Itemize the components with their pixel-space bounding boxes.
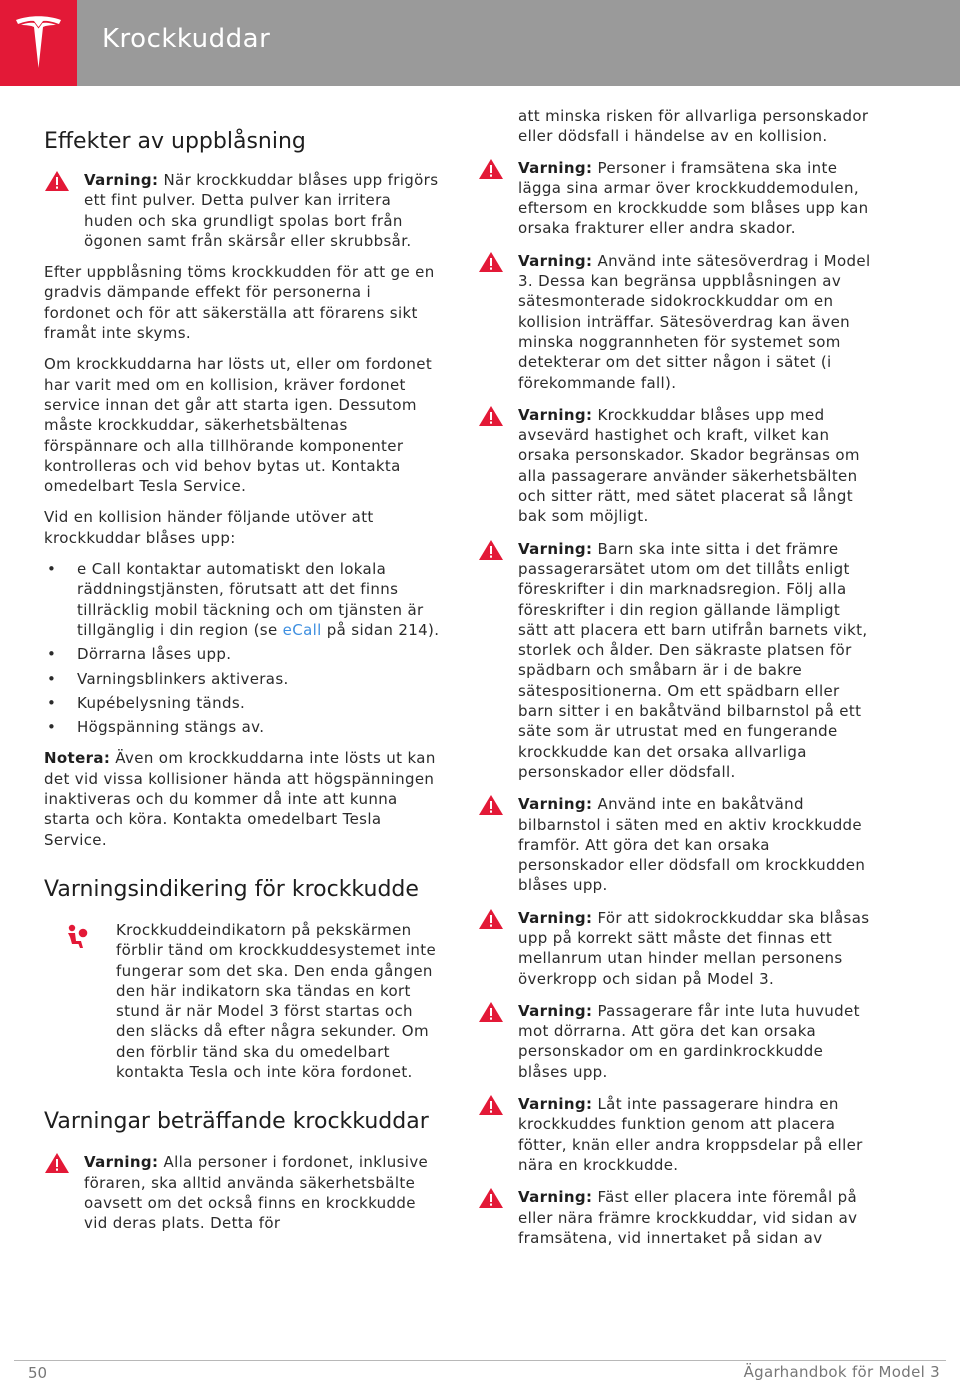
bullet-icon: • xyxy=(47,669,57,688)
left-column xyxy=(44,124,440,1244)
warning-text: Alla personer i fordonet, inklusive föraren, ska alltid använda säkerhetsbälte oavsett om det också finns en krockkudde vid deras plats. Detta för xyxy=(84,1153,429,1233)
heading-warnings: Varningar beträffande krockkuddar xyxy=(44,1109,429,1135)
page-number: 50 xyxy=(28,1364,48,1382)
paragraph: Vid en kollision händer följande utöver att krockkuddar blåses upp: xyxy=(44,508,374,547)
warning-text: Fäst eller placera inte föremål på eller nära främre krockkuddar, vid sidan av framsätena, vid innertaket på sidan av xyxy=(518,1188,858,1247)
warning-label: Varning: xyxy=(518,1188,593,1207)
list-item-text: på sidan 214). xyxy=(321,620,440,639)
bullet-icon: • xyxy=(47,645,57,664)
footer-title: Ägarhandbok för Model 3 xyxy=(743,1363,940,1381)
warning-text: Passagerare får inte luta huvudet mot dörrarna. Att göra det kan orsaka personskador om en gardinkrockkudde blåses upp. xyxy=(518,1001,860,1081)
tesla-logo-icon xyxy=(13,16,64,70)
warning-block xyxy=(478,539,874,783)
list-item-text: Dörrarna låses upp. xyxy=(77,645,232,664)
list-item xyxy=(44,717,440,737)
warning-block xyxy=(478,1094,874,1175)
page-header xyxy=(0,0,960,86)
warning-block xyxy=(478,1001,874,1082)
warning-label: Varning: xyxy=(84,171,159,189)
airbag-indicator-icon xyxy=(64,924,88,950)
warning-label: Varning: xyxy=(518,795,593,814)
warning-triangle-icon xyxy=(478,539,504,561)
warning-triangle-icon xyxy=(478,158,504,180)
warning-triangle-icon xyxy=(478,251,504,273)
warning-text: Låt inte passagerare hindra en krockkuddes funktion genom att placera fötter, knän eller andra kroppsdelar på eller nära en krockkudde. xyxy=(518,1095,863,1174)
warning-text: Använd inte en bakåtvänd bilbarnstol i säten med en aktiv krockkudde framför. Att göra det kan orsaka personskador eller dödsfall om krockkudden blåses upp. xyxy=(518,795,866,895)
warning-label: Varning: xyxy=(84,1153,159,1172)
warning-triangle-icon xyxy=(478,1187,504,1209)
warning-block xyxy=(478,908,874,989)
warning-label: Varning: xyxy=(518,539,593,558)
list-item-text: Kupébelysning tänds. xyxy=(77,693,246,712)
list-item-text: Högspänning stängs av. xyxy=(77,718,265,737)
warning-triangle-icon xyxy=(478,405,504,427)
warning-triangle-icon xyxy=(478,794,504,816)
warning-text: För att sidokrockkuddar ska blåsas upp på korrekt sätt måste det finnas ett mellanrum utan hinder mellan personens överkropp och sidan på Model 3. xyxy=(518,908,870,988)
warning-triangle-icon xyxy=(44,1152,70,1174)
warning-label: Varning: xyxy=(518,158,593,177)
warning-block xyxy=(478,158,874,239)
ecall-link[interactable]: eCall xyxy=(282,620,322,639)
warning-block xyxy=(478,794,874,895)
warning-label: Varning: xyxy=(518,251,593,270)
warning-label: Varning: xyxy=(518,908,593,927)
logo-box xyxy=(0,0,77,86)
warning-triangle-icon xyxy=(44,170,70,192)
bullet-icon: • xyxy=(47,693,57,712)
note-block xyxy=(44,748,440,849)
warning-text: Personer i framsätena ska inte lägga sina armar över krockkuddemodulen, eftersom en krockkudde som blåses upp kan orsaka frakturer eller andra skador. xyxy=(518,158,869,238)
warning-block xyxy=(478,251,874,393)
bullet-icon: • xyxy=(47,560,57,579)
warning-block xyxy=(478,405,874,527)
footer-divider xyxy=(14,1360,946,1361)
warning-triangle-icon xyxy=(478,1001,504,1023)
warning-text: Krockkuddar blåses upp med avsevärd hastighet och kraft, vilket kan orsaka personskador. Skador begränsas om alla passagerare använder säkerhetsbälten och sitter rätt, med sätet placerat så långt bak som möjligt. xyxy=(518,405,860,526)
list-item xyxy=(44,559,440,640)
warning-label: Varning: xyxy=(518,1001,593,1020)
bullet-icon: • xyxy=(47,718,57,737)
warning-block xyxy=(44,170,440,251)
warning-triangle-icon xyxy=(478,1094,504,1116)
list-item xyxy=(44,644,440,664)
note-label: Notera: xyxy=(44,749,111,768)
heading-indicator: Varningsindikering för krockkudde xyxy=(44,876,419,902)
warning-list xyxy=(478,158,874,1249)
list-item-text: Varningsblinkers aktiveras. xyxy=(77,669,289,688)
warning-text: När krockkuddar blåses upp frigörs ett fint pulver. Detta pulver kan irritera huden och ska grundligt spolas bort från ögonen samt från skärsår eller skrubbsår. xyxy=(84,171,439,250)
paragraph: Efter uppblåsning töms krockkudden för att ge en gradvis dämpande effekt för personerna i fordonet och för att säkerställa att förarens sikt framåt inte skyms. xyxy=(44,263,435,343)
warning-triangle-icon xyxy=(478,908,504,930)
warning-text: Använd inte sätesöverdrag i Model 3. Dessa kan begränsa uppblåsningen av sätesmonterade sidokrockkuddar om en kollision inträffar. Sätesöverdrag kan även minska noggrannheten för systemet som detekterar om det sitter någon i sätet (i förekommande fall). xyxy=(518,251,871,392)
warning-label: Varning: xyxy=(518,1095,593,1114)
warning-block xyxy=(478,1187,874,1248)
page-title: Krockkuddar xyxy=(102,24,271,54)
list-item xyxy=(44,669,440,689)
bullet-list xyxy=(44,559,440,737)
list-item xyxy=(44,693,440,713)
right-column xyxy=(478,106,874,1260)
continued-text: att minska risken för allvarliga personskador eller dödsfall i händelse av en kollision. xyxy=(518,107,869,146)
warning-block xyxy=(44,1152,440,1233)
paragraph: Om krockkuddarna har lösts ut, eller om fordonet har varit med om en kollision, kräver fordonet service innan det går att starta igen. Dessutom måste krockkuddar, säkerhetsbältenas förspännare och alla tillhörande komponenter kontrolleras och vid behov bytas ut. Kontakta omedelbart Tesla Service. xyxy=(44,355,433,496)
warning-text: Barn ska inte sitta i det främre passagerarsätet utom om det tillåts enligt föreskrifter i din marknadsregion. Följ alla föreskrifter i din region gällande lämpligt sätt att placera ett barn utifrån barnets vikt, storlek och ålder. Den säkraste platsen för spädbarn och småbarn är i de bakre sätespositionerna. Om ett spädbarn eller barn sitter i en bakåtvänd bilbarnstol på ett säte som är utrustat med en fungerande krockkudde kan det orsaka allvarliga personskador eller dödsfall. xyxy=(518,539,868,781)
note-text: Även om krockkuddarna inte lösts ut kan det vid vissa kollisioner hända att högspänningen inaktiveras och du kommer då inte att kunna starta och köra. Kontakta omedelbart Tesla Service. xyxy=(44,749,436,849)
list-item-text: e Call kontaktar automatiskt den lokala räddningstjänsten, förutsatt att det finns tillräcklig mobil täckning och om tjänsten är tillgänglig i din region (se xyxy=(77,560,424,639)
indicator-block xyxy=(44,920,440,1082)
warning-label: Varning: xyxy=(518,405,593,424)
indicator-text: Krockkuddeindikatorn på pekskärmen förblir tänd om krockkuddesystemet inte fungerar som det ska. Den enda gången den här indikatorn ska tändas en kort stund är när Model 3 först startas och den släcks då efter några sekunder. Om den förblir tänd ska du omedelbart kontakta Tesla och inte köra fordonet. xyxy=(116,920,437,1081)
heading-effects: Effekter av uppblåsning xyxy=(44,129,306,154)
